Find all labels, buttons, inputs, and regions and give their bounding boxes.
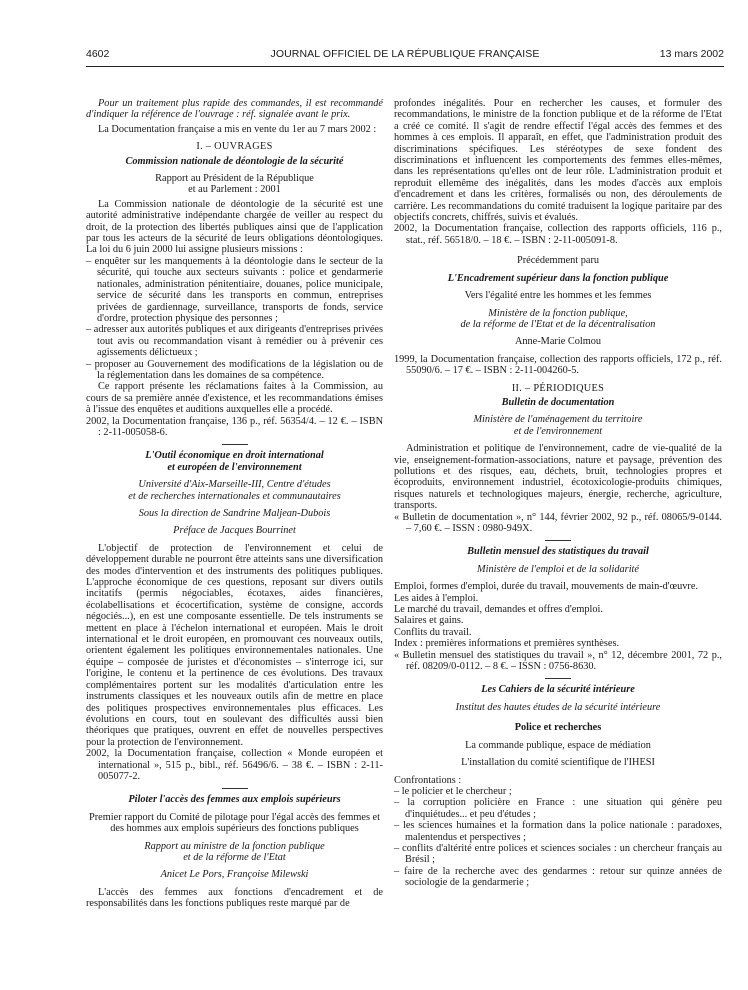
list-item: Le marché du travail, demandes et offres d'emploi. — [394, 604, 603, 616]
item2-preface: Préface de Jacques Bourrinet — [173, 525, 296, 537]
item4-ministry-line1: Ministère de la fonction publique, — [488, 307, 628, 319]
item4-author: Anne-Marie Colmou — [514, 336, 602, 348]
list-item: Les aides à l'emploi. — [394, 592, 479, 604]
item1-organization: Commission nationale de déontologie de la sécurité — [125, 155, 344, 167]
item3-reference: 2002, la Documentation française, collection des rapports officiels, 116 p., stat., réf. 56518/0. – 18 €. – ISBN : 2-11-005091-8. — [394, 223, 722, 246]
item5-ministry-line1: Ministère de l'aménagement du territoire — [473, 414, 643, 426]
item7-confrontations-list — [394, 786, 722, 889]
item2-institution-line1: Université d'Aix-Marseille-III, Centre d'études — [138, 479, 331, 491]
item3-body-continued: profondes inégalités. Pour en rechercher les causes, et formuler des recommandations, le ministre de la fonction publique et de la réforme de l'Etat a créé ce comité. Il s'agit de rendre effectif l'égal accès des femmes et des hommes à ces emplois. Il apparaît, en effet, que l'administration produit des discriminations spécifiques. Les stéréotypes de sexe fondent des discriminations et influencent les comportements des femmes elles-mêmes, dans les représentations qu'elles ont de leur rôle. L'administration produit et reproduit ellemême des inégalités, dans les modes d'accès aux emplois d'encadrement et dans les critères, formalisés ou non, des déroulements de carrière. Les recommandations du comité traduisent la logique paritaire par des objectifs concrets, chiffrés, suivis et évalués. — [394, 98, 722, 224]
item3-ministry-line2: et de la réforme de l'Etat — [183, 851, 286, 863]
item3-title: Piloter l'accès des femmes aux emplois supérieurs — [128, 794, 341, 806]
list-item: – proposer au Gouvernement des modifications de la législation ou de la réglementation dans les domaines de sa compétence. — [86, 358, 383, 381]
item7-installation: L'installation du comité scientifique de l'IHESI — [461, 757, 655, 769]
item2-reference: 2002, la Documentation française, collection « Monde européen et international », 515 p., bibl., réf. 56496/6. – 38 €. – ISBN : 2-11-005077-2. — [86, 748, 383, 782]
item5-reference: « Bulletin de documentation », n° 144, février 2002, 92 p., réf. 08065/9-0144. – 7,60 €. – ISSN : 0980-949X. — [394, 511, 722, 534]
list-item: – conflits d'altérité entre polices et sciences sociales : un chercheur français au Brésil ; — [394, 842, 722, 866]
separator — [222, 444, 248, 445]
list-item: Salaires et gains. — [394, 615, 464, 627]
separator — [545, 540, 571, 541]
list-item: – la corruption policière en France : une situation qui génère peu d'inquiétudes... et peu d'études ; — [394, 797, 722, 820]
item2-institution-line2: et de recherches internationales et communautaires — [128, 490, 341, 502]
section-title-ouvrages: I. – OUVRAGES — [196, 141, 273, 153]
item7-title: Les Cahiers de la sécurité intérieure — [481, 684, 635, 696]
item2-title-line1: L'Outil économique en droit international — [145, 450, 324, 462]
item6-title: Bulletin mensuel des statistiques du travail — [467, 546, 649, 558]
left-column — [86, 98, 383, 910]
journal-title: JOURNAL OFFICIEL DE LA RÉPUBLIQUE FRANÇAISE — [270, 48, 540, 60]
list-item: Index : premières informations et premières synthèses. — [394, 638, 620, 650]
item6-ministry: Ministère de l'emploi et de la solidarité — [477, 563, 639, 575]
item3-authors: Anicet Le Pors, Françoise Milewski — [160, 869, 309, 881]
intro-note: Pour un traitement plus rapide des commandes, il est recommandé d'indiquer la référence de l'ouvrage : réf. signalée avant le prix. — [86, 98, 383, 121]
item1-body2: Ce rapport présente les réclamations faites à la Commission, au cours de sa première année d'existence, et les recommandations émises à l'issue des enquêtes et auditions auxquelles elle a procédé. — [86, 381, 383, 416]
list-item: – adresser aux autorités publiques et aux dirigeants d'entreprises privées tout avis ou recommandation visant à remédier ou à prévenir ces agissements délictueux ; — [86, 324, 383, 359]
right-column — [394, 98, 722, 889]
item3-subtitle: Premier rapport du Comité de pilotage pour l'égal accès des femmes et des hommes aux emplois supérieurs des fonctions publiques — [89, 811, 380, 835]
list-item: – enquêter sur les manquements à la déontologie dans le secteur de la sécurité, qui touche aux secteurs suivants : police et gendarmerie nationales, administration pénitentiaire, douanes, police municipale, service de sécurité dans les transports en commun, entreprises privées de gardiennage, surveillance, transports de fonds, service d'ordre, protection physique des personnes ; — [86, 255, 383, 324]
item4-reference: 1999, la Documentation française, collection des rapports officiels, 172 p., réf. 55090/6. – 17 €. – ISBN : 2-11-004260-5. — [394, 353, 722, 377]
list-item: – les sciences humaines et la formation dans la police nationale : paradoxes, malentendus et perspectives ; — [394, 820, 722, 843]
item4-subtitle: Vers l'égalité entre les hommes et les femmes — [464, 290, 652, 302]
item2-body: L'objectif de protection de l'environnement et celui de développement durable ne pourront être atteints sans une diversification des modes d'intervention et des instruments des politiques publiques. L'approche économique de ces questions, reposant sur divers outils incitatifs (permis négociables, écotaxes, aides financières, écolabellisations et écocertification, système de consigne, accords négociés...), en est une composante essentielle. De tels instruments se mettent en place à l'échelon international et européen. Mais le droit international et le droit européen, en promouvant ces nouveaux outils, orientent également les politiques environnementales nationales. Une équipe – composée de juristes et d'économistes – s'interroge ici, sur l'origine, le contenu et la pertinence de ces évolutions. Des travaux complémentaires portent sur les modalités d'articulation entre les instruments classiques et les nouveaux outils afin de mettre en place des politiques prospectives environnementales plus efficaces. Les évolutions en cours, tout en soulevant des difficultés aussi bien théoriques que pratiques, ouvrent en effet de nouvelles perspectives pour la protection de l'environnement. — [86, 542, 383, 748]
separator — [222, 788, 248, 789]
item1-reference: 2002, la Documentation française, 136 p., réf. 56354/4. – 12 €. – ISBN : 2-11-005058-6. — [86, 415, 383, 438]
list-item: – le policier et le chercheur ; — [394, 785, 512, 797]
item7-confrontations-label: Confrontations : — [394, 774, 462, 786]
item7-subheading: La commande publique, espace de médiation — [465, 739, 651, 751]
item2-direction: Sous la direction de Sandrine Maljean-Dubois — [138, 508, 331, 519]
item5-body: Administration et politique de l'environnement, cadre de vie-qualité de la vie, enseignement-formation-associations, nature et paysage, prévention des pollutions et des risques, eau, déchets, bruit, technologies propres et écoproduits, environnement industriel, écotoxicologie-produits chimiques, risques naturels et technologiques majeurs, énergie, recherche, agriculture, transports. — [394, 443, 722, 512]
item7-institution: Institut des hautes études de la sécurité intérieure — [455, 701, 661, 713]
list-item: – faire de la recherche avec des gendarmes : retour sur quinze années de sociologie de la gendarmerie ; — [394, 865, 722, 889]
page-header — [86, 48, 724, 64]
item6-contents — [394, 581, 722, 649]
item6-reference: « Bulletin mensuel des statistiques du travail », n° 12, décembre 2001, 72 p., réf. 08209/0-0112. – 8 €. – ISSN : 0756-8630. — [394, 649, 722, 673]
item2-title-line2: et européen de l'environnement — [167, 461, 302, 473]
separator — [545, 678, 571, 679]
header-rule — [86, 66, 724, 67]
page-number: 4602 — [86, 48, 110, 60]
item7-heading: Police et recherches — [514, 722, 602, 734]
item1-body: La Commission nationale de déontologie de la sécurité est une autorité administrative indépendante chargée de veiller au respect du droit, de la protection des libertés publiques ainsi que de l'application par tous les acteurs de la sécurité de leurs obligations déontologiques. La loi du 6 juin 2000 lui assigne plusieurs missions : — [86, 198, 383, 256]
item3-body-start: L'accès des femmes aux fonctions d'encadrement et de responsabilités dans les fonctions publiques reste marqué par de — [86, 886, 383, 910]
previously-published-label: Précédemment paru — [516, 255, 600, 267]
item1-title-line1: Rapport au Président de la République — [155, 173, 314, 185]
item1-title-line2: et au Parlement : 2001 — [188, 184, 281, 196]
item3-ministry-line1: Rapport au ministre de la fonction publique — [144, 840, 325, 852]
item4-title: L'Encadrement supérieur dans la fonction publique — [447, 272, 669, 284]
list-item: Emploi, formes d'emploi, durée du travail, mouvements de main-d'œuvre. — [394, 581, 698, 593]
item1-missions-list — [86, 256, 383, 381]
section-title-periodiques: II. – PÉRIODIQUES — [511, 382, 605, 394]
item5-title: Bulletin de documentation — [501, 396, 615, 408]
intro-text: La Documentation française a mis en vente du 1er au 7 mars 2002 : — [98, 123, 377, 135]
item5-ministry-line2: et de l'environnement — [513, 425, 603, 437]
list-item: Conflits du travail. — [394, 626, 472, 638]
item4-ministry-line2: de la réforme de l'Etat et de la décentralisation — [460, 318, 656, 330]
issue-date: 13 mars 2002 — [659, 48, 724, 60]
